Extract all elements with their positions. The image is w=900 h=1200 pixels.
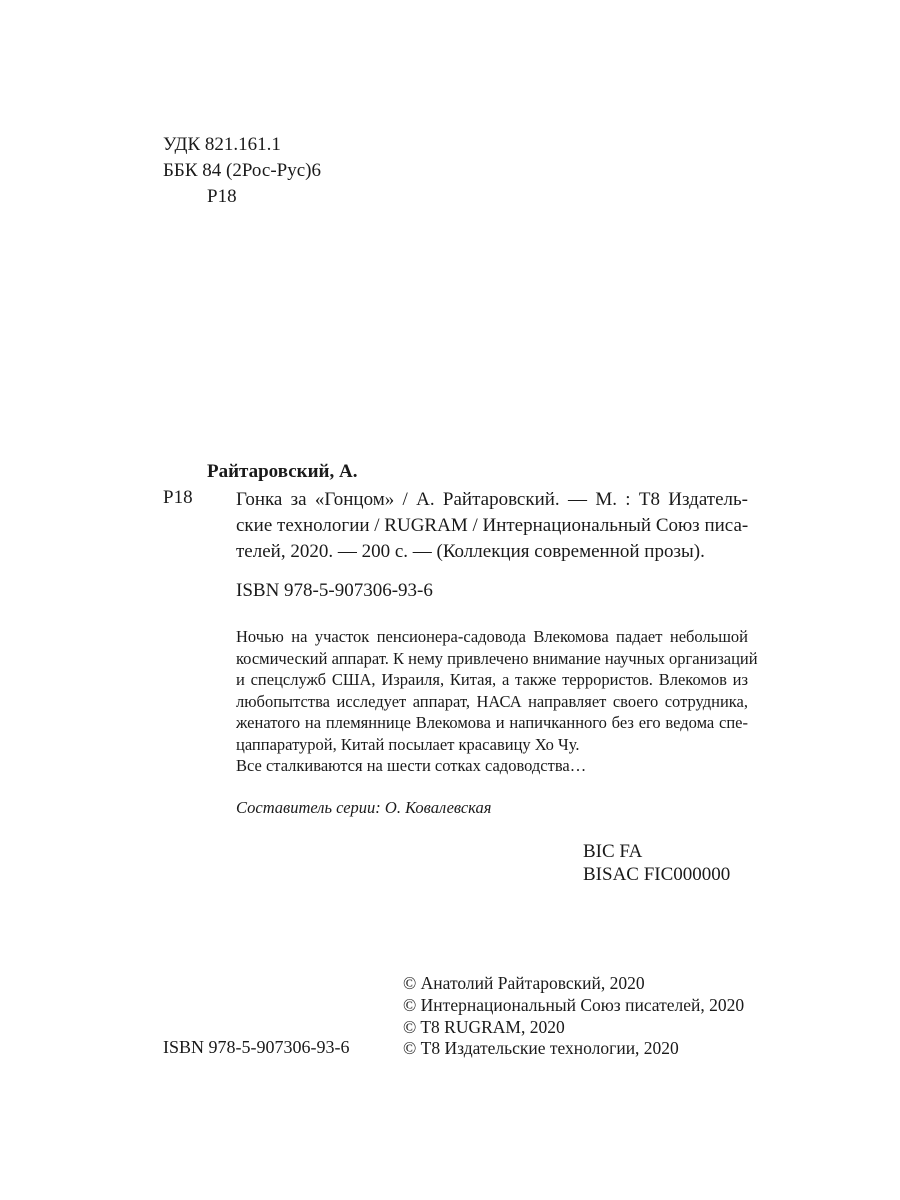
biblio-line: телей, 2020. — 200 с. — (Коллекция современной прозы). [236, 541, 705, 562]
udk-code: УДК 821.161.1 [163, 134, 281, 155]
copyright-union: © Интернациональный Союз писателей, 2020 [403, 995, 745, 1015]
bic-code: BIC FA [583, 841, 643, 862]
author-heading: Райтаровский, А. [207, 461, 358, 482]
annotation-line: любопытства исследует аппарат, НАСА направляет своего сотрудника, [236, 691, 748, 711]
annotation-line: космический аппарат. К нему привлечено внимание научных организаций [236, 648, 758, 668]
bbk-code: ББК 84 (2Рос-Рус)6 [163, 160, 321, 181]
biblio-line: ские технологии / RUGRAM / Интернациональный Союз писа- [236, 515, 749, 536]
annotation [236, 626, 758, 777]
copyright-publisher: © Т8 Издательские технологии, 2020 [403, 1038, 679, 1058]
biblio-line: Гонка за «Гонцом» / А. Райтаровский. — М. : Т8 Издатель- [236, 489, 748, 510]
author-mark-top: Р18 [207, 186, 237, 207]
annotation-line: и спецслужб США, Израиля, Китая, а также террористов. Влекомов из [236, 670, 748, 689]
author-mark-entry: Р18 [163, 487, 193, 508]
isbn-bottom: ISBN 978-5-907306-93-6 [163, 1037, 350, 1057]
annotation-paragraph-2: Все сталкиваются на шести сотках садоводства… [236, 756, 587, 775]
annotation-line: Ночью на участок пенсионера-садовода Влекомова падает небольшой [236, 627, 748, 646]
series-compiler: Составитель серии: О. Ковалевская [236, 798, 492, 817]
bibliographic-description [236, 487, 748, 565]
annotation-line: цаппаратурой, Китай посылает красавицу Хо Чу. [236, 734, 580, 754]
isbn-entry: ISBN 978-5-907306-93-6 [236, 580, 433, 601]
copyright-author: © Анатолий Райтаровский, 2020 [403, 973, 645, 993]
copyright-rugram: © T8 RUGRAM, 2020 [403, 1017, 565, 1037]
bisac-code: BISAC FIC000000 [583, 864, 731, 885]
annotation-line: женатого на племяннице Влекомова и напичканного без его ведома спе- [236, 713, 748, 732]
